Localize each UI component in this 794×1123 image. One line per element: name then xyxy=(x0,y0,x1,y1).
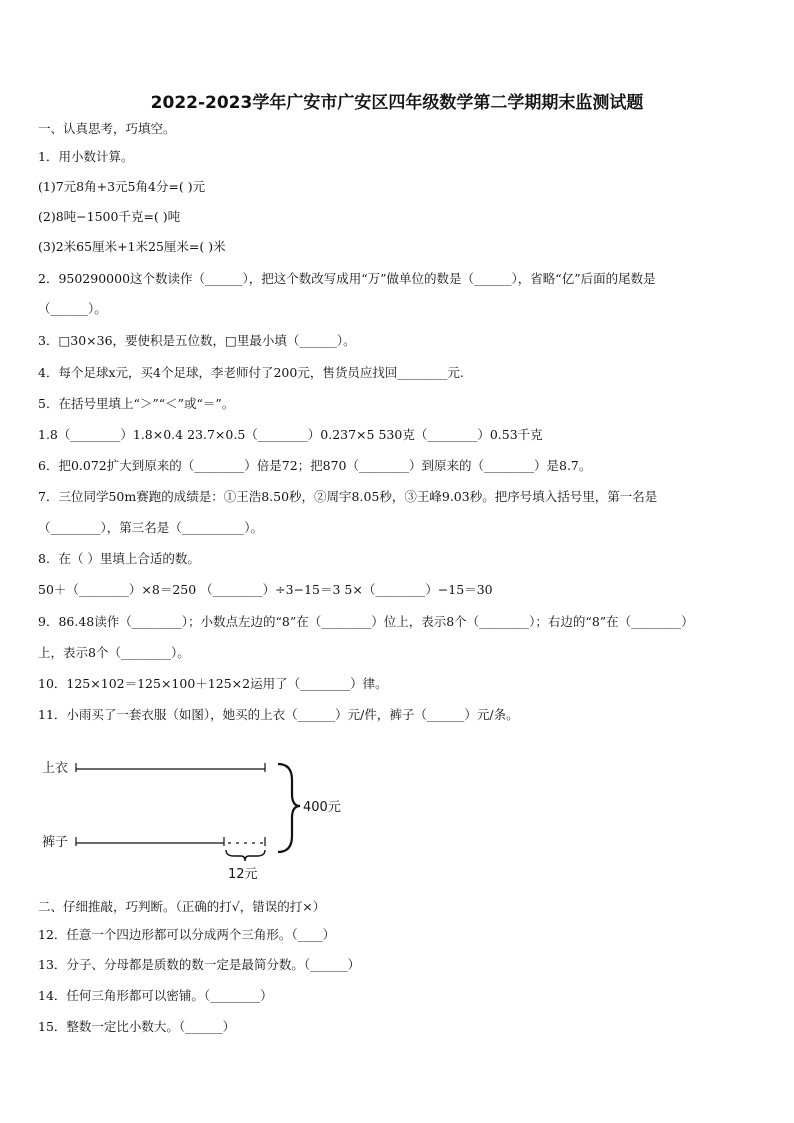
question-line: （______）。 xyxy=(38,301,107,316)
clothes-diagram xyxy=(38,750,358,885)
question-line: 3．□30×36，要使积是五位数，□里最小填（______）。 xyxy=(38,333,356,348)
question-line: 1．用小数计算。 xyxy=(38,149,134,164)
question-line: 7．三位同学50m赛跑的成绩是：①王浩8.50秒，②周宇8.05秒，③王峰9.03秒。把序号填入括号里，第一名是 xyxy=(38,489,658,504)
question-line: (2)8吨−1500千克=( )吨 xyxy=(38,209,181,224)
section-heading: 一、认真思考，巧填空。 xyxy=(38,121,176,136)
page-title: 2022-2023学年广安市广安区四年级数学第二学期期末监测试题 xyxy=(150,93,644,113)
diff-brace xyxy=(226,850,265,861)
question-line: （________），第三名是（__________）。 xyxy=(38,520,264,535)
shirt-label: 上衣 xyxy=(42,761,69,776)
pants-label: 裤子 xyxy=(42,835,69,850)
question-line: 12．任意一个四边形都可以分成两个三角形。（____） xyxy=(38,927,336,942)
question-line: 4．每个足球x元，买4个足球，李老师付了200元，售货员应找回________元. xyxy=(38,365,464,380)
section-heading: 二、仔细推敲，巧判断。（正确的打√，错误的打×） xyxy=(38,899,326,914)
question-line: 13．分子、分母都是质数的数一定是最简分数。（______） xyxy=(38,957,361,972)
question-line: (1)7元8角+3元5角4分=( )元 xyxy=(38,179,206,194)
question-line: 1.8（________）1.8×0.4 23.7×0.5（________）0.237×5 530克（________）0.53千克 xyxy=(38,427,543,442)
question-line: 50＋（________）×8＝250 （________）÷3−15＝3 5×（________）−15＝30 xyxy=(38,582,493,597)
total-label: 400元 xyxy=(303,800,341,815)
segment-diagram-svg xyxy=(38,750,358,885)
total-brace xyxy=(278,764,300,852)
question-line: 15．整数一定比小数大。（______） xyxy=(38,1019,236,1034)
question-line: 5．在括号里填上“＞”“＜”或“＝”。 xyxy=(38,396,235,411)
question-line: (3)2米65厘米+1米25厘米=( )米 xyxy=(38,239,226,254)
question-line: 11．小雨买了一套衣服（如图），她买的上衣（______）元/件，裤子（______）元/条。 xyxy=(38,707,519,722)
question-line: 上，表示8个（________）。 xyxy=(38,645,190,660)
diff-label: 12元 xyxy=(228,867,258,882)
question-line: 6．把0.072扩大到原来的（________）倍是72；把870（________）到原来的（________）是8.7。 xyxy=(38,458,592,473)
question-line: 14．任何三角形都可以密铺。（________） xyxy=(38,988,273,1003)
question-line: 10．125×102＝125×100＋125×2运用了（________）律。 xyxy=(38,676,388,691)
question-line: 2．950290000这个数读作（______），把这个数改写成用“万”做单位的数是（______），省略“亿”后面的尾数是 xyxy=(38,271,656,286)
question-line: 9．86.48读作（________）；小数点左边的“8”在（________）位上，表示8个（________）；右边的“8”在（________） xyxy=(38,614,694,629)
question-line: 8．在（ ）里填上合适的数。 xyxy=(38,551,200,566)
